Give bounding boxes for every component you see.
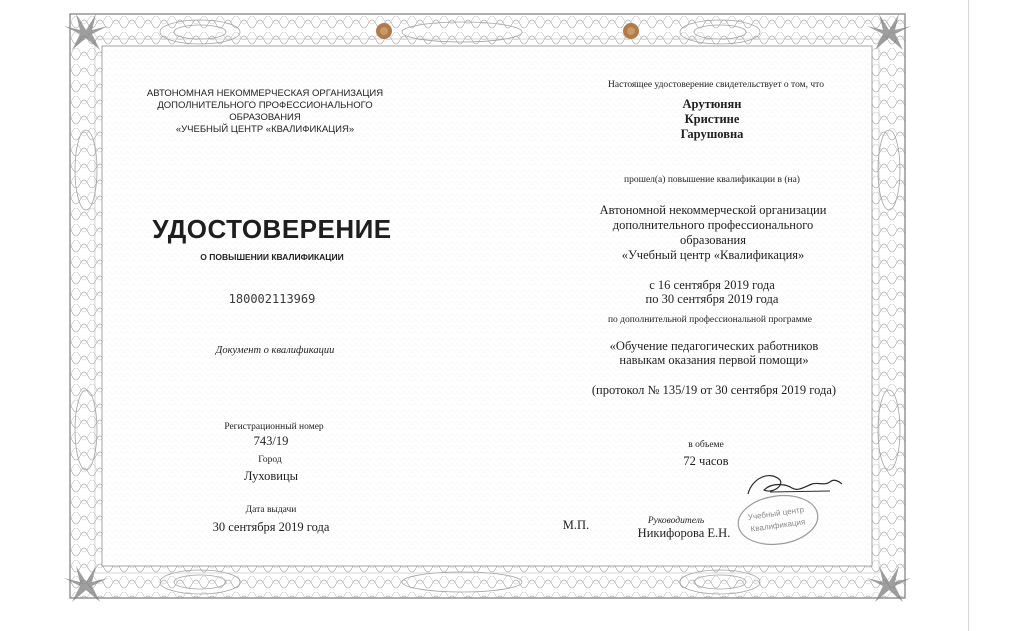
program-label: по дополнительной профессиональной программе bbox=[607, 315, 813, 325]
reg-number-label: Регистрационный номер bbox=[224, 422, 324, 432]
name-line-3: Гарушовна bbox=[680, 127, 744, 141]
seal-place-label: М.П. bbox=[562, 518, 590, 532]
right-org-line-2: дополнительного профессионального bbox=[612, 218, 814, 232]
city-value: Луховицы bbox=[243, 469, 299, 483]
org-line-1: АВТОНОМНАЯ НЕКОММЕРЧЕСКАЯ ОРГАНИЗАЦИЯ bbox=[146, 88, 384, 99]
document-title: УДОСТОВЕРЕНИЕ bbox=[152, 214, 392, 244]
stamp-line-2: Квалификация bbox=[750, 517, 806, 534]
document-subtitle: О ПОВЫШЕНИИ КВАЛИФИКАЦИИ bbox=[200, 252, 344, 262]
right-org-line-1: Автономной некоммерческой организации bbox=[599, 203, 827, 217]
right-org-line-4: «Учебный центр «Квалификация» bbox=[621, 248, 805, 262]
org-line-3: ОБРАЗОВАНИЯ bbox=[229, 112, 301, 123]
name-line-2: Кристине bbox=[684, 112, 740, 126]
right-org-line-3: образования bbox=[680, 233, 746, 247]
intro-text: Настоящее удостоверение свидетельствует о том, что bbox=[608, 80, 824, 90]
city-label: Город bbox=[258, 455, 282, 465]
document-number: 180002113969 bbox=[228, 292, 316, 306]
issue-date-label: Дата выдачи bbox=[245, 505, 297, 515]
org-line-4: «УЧЕБНЫЙ ЦЕНТР «КВАЛИФИКАЦИЯ» bbox=[175, 124, 355, 135]
document-type: Документ о квалификации bbox=[215, 345, 335, 356]
page-edge bbox=[968, 0, 969, 631]
program-line-1: «Обучение педагогических работников bbox=[609, 339, 819, 353]
period-to: по 30 сентября 2019 года bbox=[645, 292, 779, 306]
org-line-2: ДОПОЛНИТЕЛЬНОГО ПРОФЕССИОНАЛЬНОГО bbox=[157, 100, 373, 111]
issue-date-value: 30 сентября 2019 года bbox=[212, 520, 330, 534]
name-line-1: Арутюнян bbox=[682, 97, 742, 111]
protocol-text: (протокол № 135/19 от 30 сентября 2019 года) bbox=[591, 383, 837, 397]
passed-text: прошел(а) повышение квалификации в (на) bbox=[624, 175, 800, 185]
reg-number-value: 743/19 bbox=[253, 434, 289, 448]
program-line-2: навыкам оказания первой помощи» bbox=[619, 353, 809, 367]
head-name: Никифорова Е.Н. bbox=[637, 526, 731, 540]
volume-label: в объеме bbox=[688, 440, 724, 450]
period-from: с 16 сентября 2019 года bbox=[649, 278, 775, 292]
head-label: Руководитель bbox=[647, 516, 705, 526]
volume-value: 72 часов bbox=[683, 454, 729, 468]
stamp-line-1: Учебный центр bbox=[747, 505, 805, 522]
